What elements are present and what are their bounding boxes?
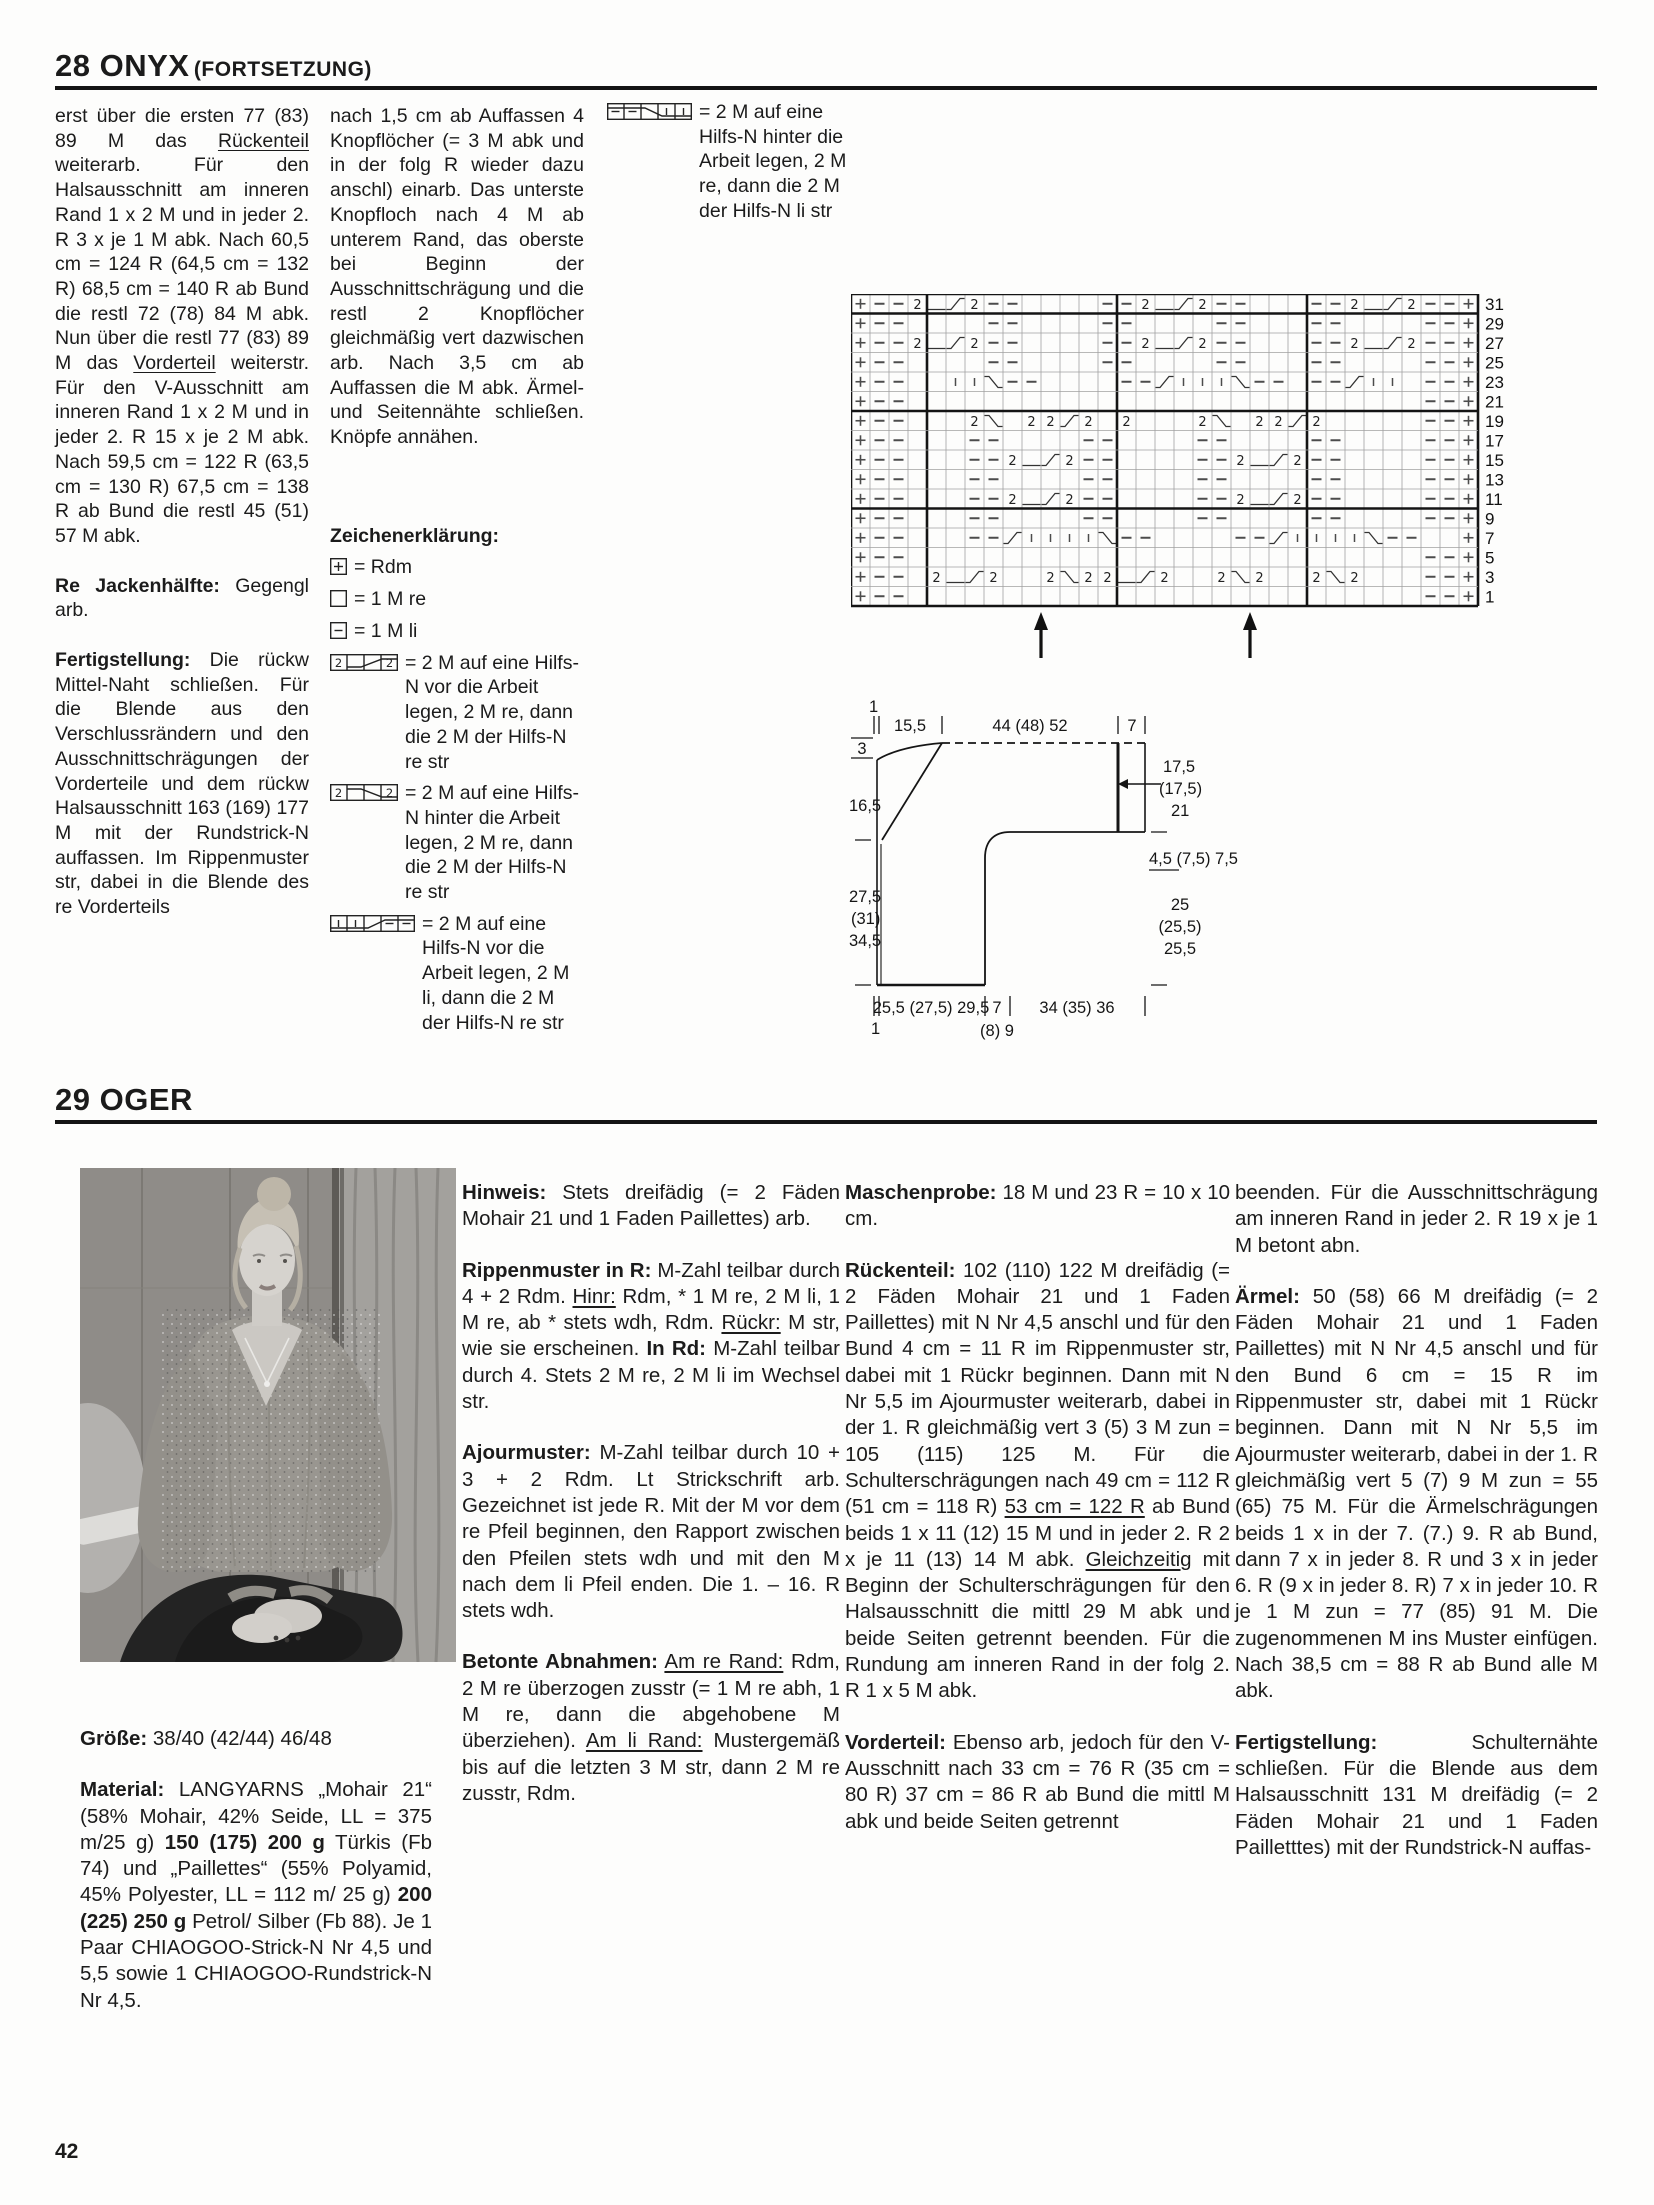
schematic-label: 7 (1127, 717, 1137, 735)
svg-text:2: 2 (1084, 415, 1093, 430)
legend-item (330, 555, 586, 580)
svg-text:2: 2 (1046, 571, 1055, 586)
chart-row-number: 29 (1485, 314, 1504, 334)
paragraph: beenden. Für die Ausschnittschrägung am inneren Rand in jeder 2. R 19 x je 1 M betont abn. (1235, 1181, 1598, 1257)
schematic-label: (8) 9 (980, 1022, 1014, 1040)
chart-row-number: 21 (1485, 392, 1504, 412)
section-rule (55, 1120, 1597, 1124)
paragraph: nach 1,5 cm ab Auffassen 4 Knopflöcher (= 3 M abk und in der folg R wieder dazu anschl) einarb. Das unterste Knopfloch nach 4 M ab unterem Rand, das oberste bei Beginn der Ausschnittschrägung und die restl 2 Knopflöcher gleichmäßig vert dazwischen arb. Nach 3,5 cm ab Auffassen die M abk. Ärmel- und Seitennähte schließen. Knöpfe annähen. (330, 105, 584, 449)
schematic-label: 25 (1170, 896, 1190, 914)
svg-text:2: 2 (1350, 571, 1359, 586)
svg-text:2: 2 (1293, 454, 1302, 469)
cable-back-knit-icon (330, 784, 398, 801)
schematic-diagram (845, 668, 1555, 1065)
legend-text: = 2 M auf eine Hilfs-N vor die Arbeit legen, 2 M li, dann die 2 M der Hilfs-N re str (422, 912, 570, 1034)
svg-text:2: 2 (989, 571, 998, 586)
schematic-label: 15,5 (893, 717, 927, 735)
svg-text:2: 2 (1027, 415, 1036, 430)
svg-text:2: 2 (1350, 298, 1359, 313)
svg-text:2: 2 (970, 415, 979, 430)
paragraph: Größe: 38/40 (42/44) 46/48 (80, 1727, 332, 1750)
legend-text: = 1 M li (354, 619, 418, 642)
svg-text:2: 2 (1160, 571, 1169, 586)
chart-svg (851, 294, 1558, 668)
chart-row-number: 9 (1485, 509, 1495, 529)
paragraph: Fertigstellung: Schulternähte schließen. Für die Blende aus dem Halsausschnitt 131 M dreifädig (= 2 Fäden Mohair 21 und 1 Faden Pailletttes) mit der Rundstrick-N auffas- (1235, 1730, 1598, 1859)
schematic-label: 27,5 (849, 888, 882, 906)
paragraph: Ärmel: 50 (58) 66 M dreifädig (= 2 Fäden Mohair 21 und 1 Faden Paillettes) mit N Nr 4,5 anschl und für den Bund 6 cm = 15 R im Rippenmuster str, dabei mit 1 Rückr beginnen. Dann mit N Nr 5,5 im Ajourmuster weiterarb, dabei in der 1. R gleichmäßig vert 5 (7) 9 M zun = 55 (65) 75 M. Für die Ärmelschrägungen beids 1 x in der 7. (7.) 9. R ab Bund, dann 7 x in jeder 8. R und 3 x in jeder 6. R (9 x in jeder 8. R) 7 x in jeder 10. R je 1 M zun = 77 (85) 91 M. Die zugenommenen M ins Muster einfügen. Nach 38,5 cm = 88 R ab Bund alle M abk. (1235, 1284, 1598, 1703)
schematic-label: 25,5 (1163, 940, 1197, 958)
chart-row-number: 15 (1485, 451, 1504, 470)
legend-title: Zeichenerklärung: (330, 525, 500, 547)
knitting-chart (851, 294, 1558, 673)
box-plus-icon (330, 558, 347, 575)
legend-item (330, 781, 586, 905)
legend-list (330, 555, 586, 1036)
chart-row-number: 25 (1485, 353, 1504, 373)
section-number-title: 28 ONYX (55, 48, 190, 83)
schematic-label: 34,5 (849, 932, 882, 950)
schematic-label: 16,5 (849, 797, 882, 815)
chart-row-number: 31 (1485, 295, 1504, 314)
svg-text:2: 2 (334, 655, 343, 670)
svg-text:2: 2 (932, 571, 941, 586)
chart-row-number: 1 (1485, 587, 1495, 607)
paragraph: Rippenmuster in R: M-Zahl teilbar durch 4 + 2 Rdm. Hinr: Rdm, * 1 M re, 2 M li, 1 M re, ab * stets wdh, Rdm. Rückr: M str, wie sie erscheinen. In Rd: M-Zahl teilbar durch 4. Stets 2 M re, 2 M li im Wechsel str. (462, 1258, 840, 1414)
svg-text:2: 2 (1274, 415, 1283, 430)
svg-text:2: 2 (1255, 571, 1264, 586)
legend-item (330, 619, 586, 644)
box-empty-icon (330, 590, 347, 607)
svg-text:2: 2 (1217, 571, 1226, 586)
svg-text:2: 2 (913, 337, 922, 352)
cable-front-knit-icon (330, 654, 398, 671)
svg-text:2: 2 (1198, 415, 1207, 430)
rapport-arrow-icon (1243, 612, 1257, 630)
oger-column-4 (1235, 1180, 1598, 1861)
section-number-title: 29 OGER (55, 1082, 193, 1117)
svg-text:2: 2 (970, 298, 979, 313)
svg-text:2: 2 (1293, 493, 1302, 508)
legend-item (330, 587, 586, 612)
svg-text:2: 2 (1008, 454, 1017, 469)
svg-text:2: 2 (385, 786, 394, 801)
svg-text:2: 2 (1350, 337, 1359, 352)
chart-row-number: 19 (1485, 412, 1504, 431)
legend-block (330, 524, 586, 1042)
chart-row-number: 13 (1485, 470, 1504, 490)
svg-text:2: 2 (1084, 571, 1093, 586)
svg-text:2: 2 (1312, 415, 1321, 430)
paragraph: Hinweis: Stets dreifädig (= 2 Fäden Mohair 21 und 1 Faden Paillettes) arb. (462, 1181, 840, 1231)
paragraph: Fertigstellung: Die rückw Mittel-Naht schließen. Für die Blende aus den Verschlussrändern und den Ausschnittschrägungen der Vorderteile und dem rückw Halsausschnitt 163 (169) 177 M mit der Rundstrick-N auffassen. Im Rippenmuster str, dabei in die Blende des re Vorderteils (55, 649, 309, 919)
svg-text:2: 2 (1122, 415, 1131, 430)
model-photo (80, 1168, 456, 1667)
oger-column-3 (845, 1180, 1230, 1835)
cable-front-purl-icon (330, 915, 415, 932)
legend-text: = 2 M auf eine Hilfs-N hinter die Arbeit legen, 2 M re, dann die 2 M der Hilfs-N re str (405, 782, 579, 904)
cable-back-purl-icon (607, 103, 692, 120)
onyx-column-1 (55, 104, 309, 920)
rapport-arrow-icon (1034, 612, 1048, 630)
onyx-column-2 (330, 104, 584, 450)
svg-text:2: 2 (1198, 337, 1207, 352)
svg-text:2: 2 (1008, 493, 1017, 508)
svg-text:2: 2 (334, 786, 343, 801)
schematic-label: (31) (851, 910, 881, 928)
schematic-label: 1 (871, 1020, 881, 1038)
legend-item (330, 651, 586, 775)
chart-row-number: 17 (1485, 431, 1504, 451)
svg-text:2: 2 (1407, 337, 1416, 352)
svg-text:2: 2 (1198, 298, 1207, 313)
svg-text:2: 2 (913, 298, 922, 313)
paragraph: Ajourmuster: M-Zahl teilbar durch 10 + 3 + 2 Rdm. Lt Strickschrift arb. Gezeichnet ist jede R. Mit der M vor dem re Pfeil beginnen, den Rapport zwischen den Pfeilen stets wdh und mit den M nach dem li Pfeil enden. Die 1. – 16. R stets wdh. (462, 1441, 840, 1623)
legend-item (607, 100, 863, 224)
svg-text:2: 2 (970, 337, 979, 352)
chart-row-number: 5 (1485, 548, 1495, 568)
svg-text:2: 2 (1065, 493, 1074, 508)
legend-text: = 1 M re (354, 587, 427, 610)
chart-row-number: 23 (1485, 373, 1504, 392)
legend-block-col3 (607, 100, 863, 231)
section-subtitle: (FORTSETZUNG) (193, 58, 372, 81)
section-header-onyx (55, 48, 372, 84)
svg-text:2: 2 (385, 655, 394, 670)
svg-text:2: 2 (1141, 298, 1150, 313)
schematic-label: (25,5) (1158, 918, 1202, 936)
schematic-label: 1 (869, 698, 879, 716)
legend-list-col3 (607, 100, 863, 224)
schematic-label: 7 (992, 999, 1002, 1017)
section-rule (55, 86, 1597, 90)
paragraph: erst über die ersten 77 (83) 89 M das Rückenteil weiterarb. Für den Halsausschnitt am inneren Rand 1 x 2 M und in jeder 2. R 3 x je 1 M abk. Nach 60,5 cm = 124 R (64,5 cm = 132 R) 68,5 cm = 140 R ab Bund die restl 72 (78) 84 M abk. Nun über die restl 77 (83) 89 M das Vorderteil weiterstr. Für den V-Ausschnitt am inneren Rand 1 x 2 M und in jeder 2. R 15 x je 2 M abk. Nach 59,5 cm = 122 R (63,5 cm = 130 R) 67,5 cm = 138 R ab Bund die restl 45 (51) 57 M abk. (55, 105, 309, 547)
svg-text:2: 2 (1103, 571, 1112, 586)
svg-text:2: 2 (1065, 454, 1074, 469)
page-number: 42 (55, 2140, 79, 2163)
chart-row-number: 7 (1485, 529, 1495, 548)
schematic-label: 34 (35) 36 (1039, 999, 1115, 1017)
paragraph: Material: LANGYARNS „Mohair 21“ (58% Mohair, 42% Seide, LL = 375 m/25 g) 150 (175) 200 g Türkis (Fb 74) und „Paillettes“ (55% Polyamid, 45% Polyester, LL = 112 m/ 25 g) 200 (225) 250 g Petrol/ Silber (Fb 88). Je 1 Paar CHIAOGOO-Strick-N Nr 4,5 und 5,5 sowie 1 CHIAOGOO-Rundstrick-N Nr 4,5. (80, 1778, 433, 2012)
oger-column-1 (80, 1726, 432, 2014)
legend-item (330, 912, 586, 1036)
svg-text:2: 2 (1046, 415, 1055, 430)
schematic-label: 4,5 (7,5) 7,5 (1149, 850, 1238, 868)
svg-text:2: 2 (1141, 337, 1150, 352)
paragraph: Betonte Abnahmen: Am re Rand: Rdm, 2 M re überzogen zusstr (= 1 M re abh, 1 M re, dann die abgehobene M überziehen). Am li Rand: Mustergemäß bis auf die letzten 3 M str, dann 2 M re zusstr, Rdm. (462, 1650, 841, 1805)
svg-text:2: 2 (1312, 571, 1321, 586)
schematic-label: 21 (1171, 802, 1190, 820)
oger-column-2 (462, 1180, 840, 1807)
box-minus-icon (330, 622, 347, 639)
schematic-label: 44 (48) 52 (992, 717, 1068, 735)
section-header-oger (55, 1082, 193, 1118)
schematic-label: 3 (857, 740, 867, 758)
svg-text:2: 2 (1255, 415, 1264, 430)
legend-text: = 2 M auf eine Hilfs-N hinter die Arbeit legen, 2 M re, dann die 2 M der Hilfs-N li str (699, 101, 847, 222)
schematic-label: (17,5) (1159, 780, 1203, 798)
legend-text: = 2 M auf eine Hilfs-N vor die Arbeit legen, 2 M re, dann die 2 M der Hilfs-N re str (405, 651, 579, 773)
paragraph: Maschenprobe: 18 M und 23 R = 10 x 10 cm. (845, 1181, 1230, 1231)
chart-row-number: 11 (1485, 490, 1503, 509)
paragraph: Rückenteil: 102 (110) 122 M dreifädig (= 2 Fäden Mohair 21 und 1 Faden Paillettes) mit N Nr 4,5 anschl und für den Bund 4 cm = 11 R im Rippenmuster str, dabei mit 1 Rückr beginnen. Dann mit N Nr 5,5 im Ajourmuster weiterarb, dabei in der 1. R gleichmäßig vert 3 (5) 3 M zun = 105 (115) 125 M. Für die Schulterschrägungen nach 49 cm = 112 R (51 cm = 118 R) 53 cm = 122 R ab Bund beids 1 x 11 (12) 15 M und in jeder 2. R 2 x je 11 (13) 14 M abk. Gleichzeitig mit Beginn der Schulterschrägungen für den Halsausschnitt die mittl 29 M abk und beide Seiten getrennt beenden. Für die Rundung am inneren Rand in der folg 2. R 1 x 5 M abk. (845, 1258, 1230, 1703)
schematic-label: 25,5 (27,5) 29,5 (872, 999, 990, 1017)
svg-text:2: 2 (1407, 298, 1416, 313)
chart-row-number: 3 (1485, 568, 1495, 587)
schematic-label: 17,5 (1163, 758, 1196, 776)
paragraph: Re Jackenhälfte: Gegengl arb. (55, 574, 309, 622)
legend-text: = Rdm (354, 555, 412, 578)
paragraph: Vorderteil: Ebenso arb, jedoch für den V-Ausschnitt nach 33 cm = 76 R (35 cm = 80 R) 37 cm = 86 R ab Bund die mittl M abk und beide Seiten getrennt (845, 1730, 1230, 1833)
svg-text:2: 2 (1236, 493, 1245, 508)
chart-row-number: 27 (1485, 334, 1504, 353)
svg-text:2: 2 (1236, 454, 1245, 469)
